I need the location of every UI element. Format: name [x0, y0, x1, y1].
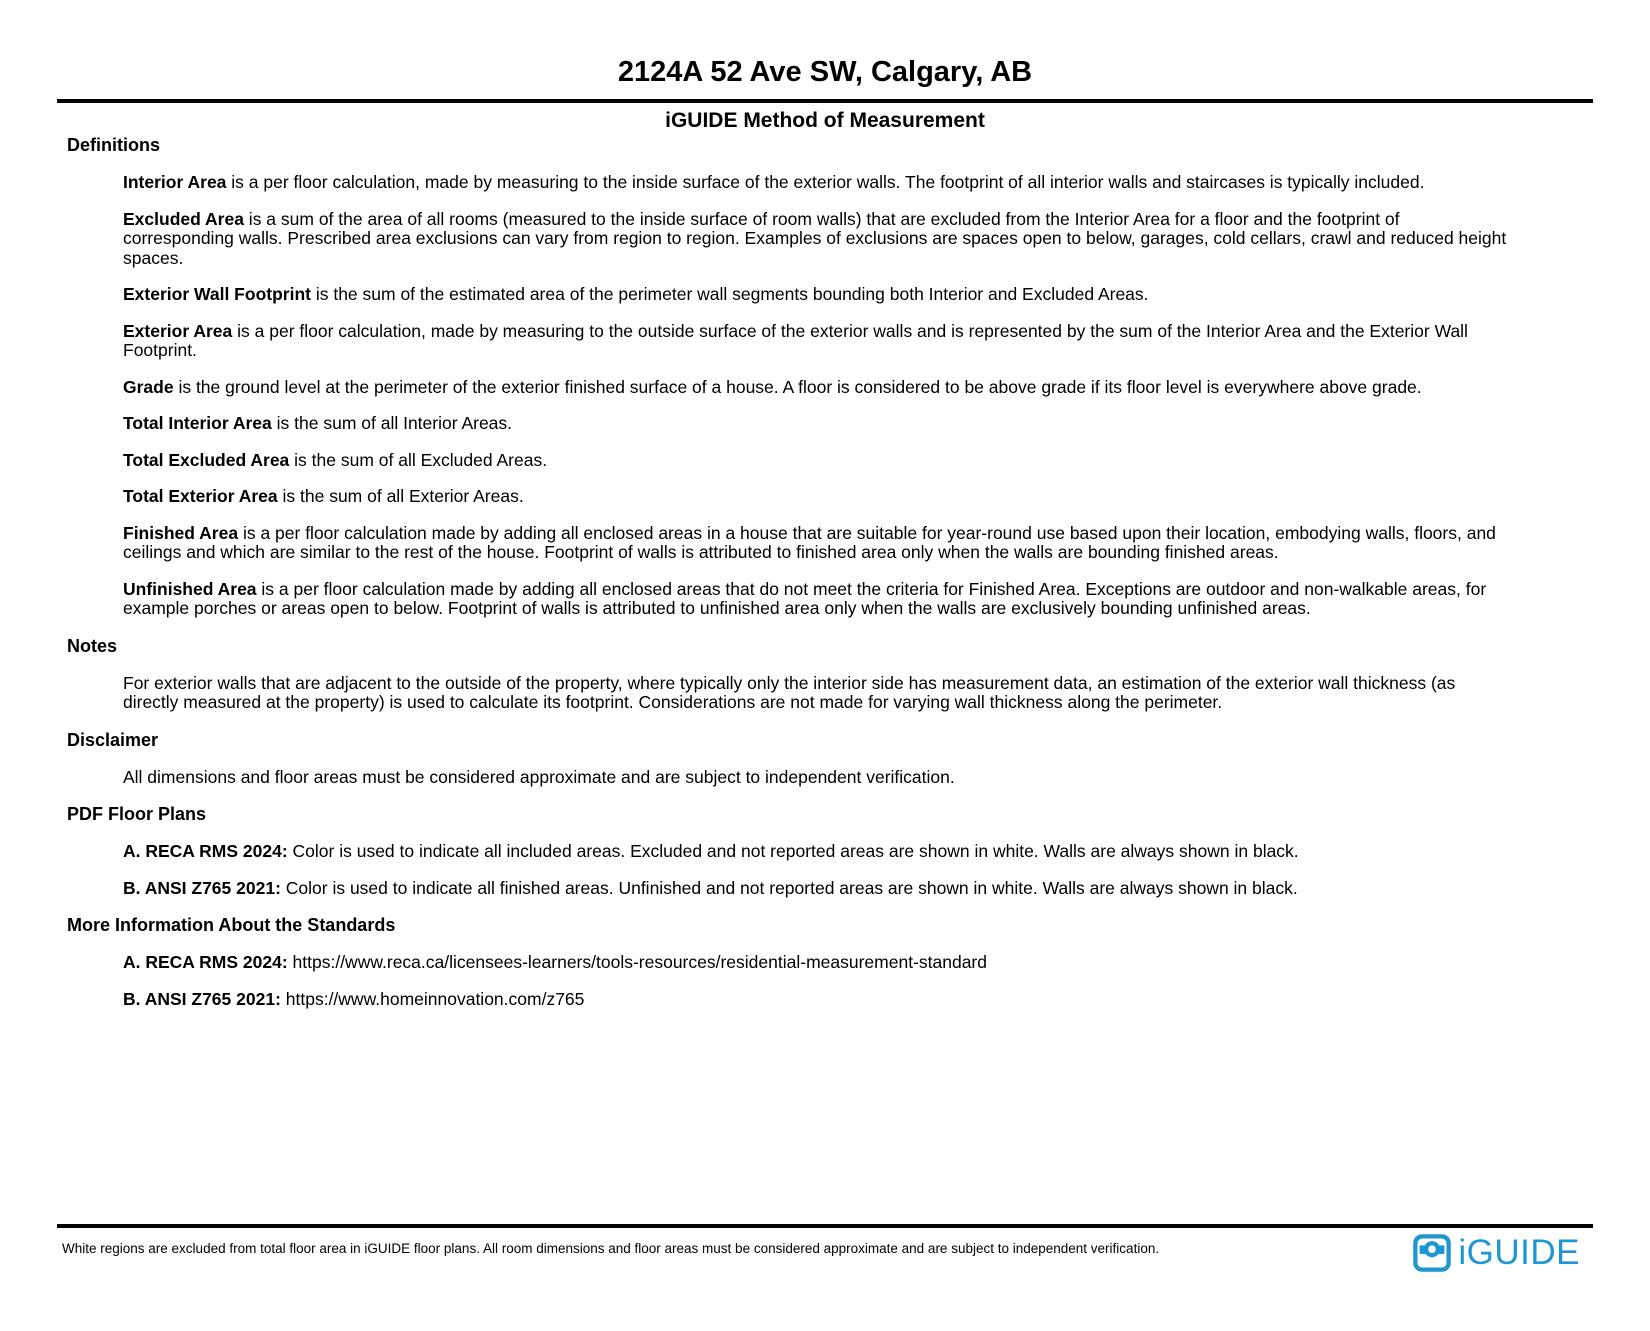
definition-text: is a per floor calculation made by adding all enclosed areas in a house that are suitable for year-round use based upon their location, embodying walls, floors, and ceilings and which are similar to the rest of the house. Footprint of walls is attributed to finished area only when the walls are bounding finished areas.: [123, 522, 1496, 562]
definition-term: Interior Area: [123, 172, 227, 192]
definition-excluded-area: [123, 210, 1515, 269]
page-title: 2124A 52 Ave SW, Calgary, AB: [617, 56, 1033, 88]
paragraph-text: For exterior walls that are adjacent to the outside of the property, where typically only the interior side has measurement data, an estimation of the exterior wall thickness (as directly measured at the property) is used to calculate its footprint. Considerations are not made for varying wall thickness along the perimeter.: [123, 672, 1456, 712]
section-pdf-floor-plans: [67, 804, 1590, 898]
definition-interior-area: [123, 173, 1515, 193]
standard-label: B. ANSI Z765 2021:: [123, 877, 281, 898]
definition-total-excluded-area: [123, 451, 1515, 471]
iguide-logo: [1413, 1234, 1580, 1272]
section-disclaimer: [67, 730, 1590, 788]
definition-term: Total Excluded Area: [123, 449, 290, 470]
definition-text: is the sum of all Excluded Areas.: [289, 449, 548, 470]
standard-link-ansi-z765-2021: [123, 990, 1515, 1010]
section-definitions: [67, 135, 1590, 619]
section-heading-definitions: Definitions: [67, 135, 160, 155]
definition-term: Exterior Area: [123, 320, 233, 341]
section-heading-disclaimer: Disclaimer: [67, 729, 159, 750]
paragraph-text: All dimensions and floor areas must be considered approximate and are subject to independent verification.: [123, 766, 955, 787]
definition-total-exterior-area: [123, 487, 1515, 507]
header-divider: [57, 99, 1593, 103]
standard-link-reca-rms-2024: [123, 953, 1515, 973]
definition-exterior-area: [123, 322, 1515, 361]
definition-term: Total Exterior Area: [123, 486, 278, 506]
definition-total-interior-area: [123, 414, 1515, 434]
definition-text: is a sum of the area of all rooms (measured to the inside surface of room walls) that are excluded from the Interior Area for a floor and the footprint of corresponding walls. Prescribed area exclusions can vary from region to region. Examples of exclusions are spaces open to below, garages, cold cellars, crawl and reduced height spaces.: [123, 208, 1507, 268]
standard-label: B. ANSI Z765 2021:: [123, 988, 281, 1009]
definition-term: Total Interior Area: [123, 413, 272, 433]
definition-grade: [123, 378, 1515, 398]
section-more-information: [67, 915, 1590, 1009]
standard-label: A. RECA RMS 2024:: [123, 841, 288, 861]
iguide-logo-text: iGUIDE: [1458, 1233, 1580, 1272]
definition-term: Unfinished Area: [123, 578, 257, 599]
standard-text: Color is used to indicate all included areas. Excluded and not reported areas are shown in white. Walls are always shown in black.: [287, 841, 1299, 861]
pdf-standard-ansi-z765-2021: [123, 879, 1515, 899]
definition-term: Exterior Wall Footprint: [123, 284, 311, 304]
standard-label: A. RECA RMS 2024:: [123, 952, 288, 972]
disclaimer-paragraph: [123, 768, 1515, 788]
definition-text: is a per floor calculation, made by measuring to the outside surface of the exterior walls and is represented by the sum of the Interior Area and the Exterior Wall Footprint.: [123, 320, 1468, 360]
pdf-standard-reca-rms-2024: [123, 842, 1515, 862]
standard-url: https://www.homeinnovation.com/z765: [280, 988, 585, 1009]
definition-text: is the sum of the estimated area of the perimeter wall segments bounding both Interior and Excluded Areas.: [310, 284, 1149, 304]
notes-paragraph: [123, 674, 1515, 713]
definition-text: is the sum of all Exterior Areas.: [277, 486, 524, 506]
definition-text: is the ground level at the perimeter of the exterior finished surface of a house. A floor is considered to be above grade if its floor level is everywhere above grade.: [173, 376, 1422, 397]
definition-unfinished-area: [123, 580, 1515, 619]
definition-finished-area: [123, 524, 1515, 563]
document-body: [0, 135, 1650, 1009]
definition-term: Excluded Area: [123, 208, 244, 229]
section-heading-notes: Notes: [67, 635, 118, 656]
definition-text: is a per floor calculation, made by measuring to the inside surface of the exterior walls. The footprint of all interior walls and staircases is typically included.: [226, 172, 1425, 192]
standard-url: https://www.reca.ca/licensees-learners/tools-resources/residential-measurement-standard: [287, 952, 987, 972]
footer-disclaimer: White regions are excluded from total floor area in iGUIDE floor plans. All room dimensions and floor areas must be considered approximate and are subject to independent verification.: [62, 1241, 1160, 1256]
definition-text: is a per floor calculation made by adding all enclosed areas that do not meet the criteria for Finished Area. Exceptions are outdoor and non-walkable areas, for example porches or areas open to below. Footprint of walls is attributed to unfinished area only when the walls are exclusively bounding unfinished areas.: [123, 578, 1487, 618]
method-of-measurement-subtitle: iGUIDE Method of Measurement: [665, 109, 985, 132]
definition-term: Finished Area: [123, 522, 239, 543]
definition-text: is the sum of all Interior Areas.: [271, 413, 513, 433]
section-heading-more-information: More Information About the Standards: [67, 915, 396, 935]
definition-exterior-wall-footprint: [123, 285, 1515, 305]
definition-term: Grade: [123, 376, 174, 397]
iguide-camera-icon: [1413, 1234, 1451, 1272]
section-notes: [67, 636, 1590, 713]
standard-text: Color is used to indicate all finished areas. Unfinished and not reported areas are shown in white. Walls are always shown in black.: [280, 877, 1298, 898]
section-heading-pdf-floor-plans: PDF Floor Plans: [67, 804, 207, 824]
footer-divider: [57, 1224, 1593, 1228]
